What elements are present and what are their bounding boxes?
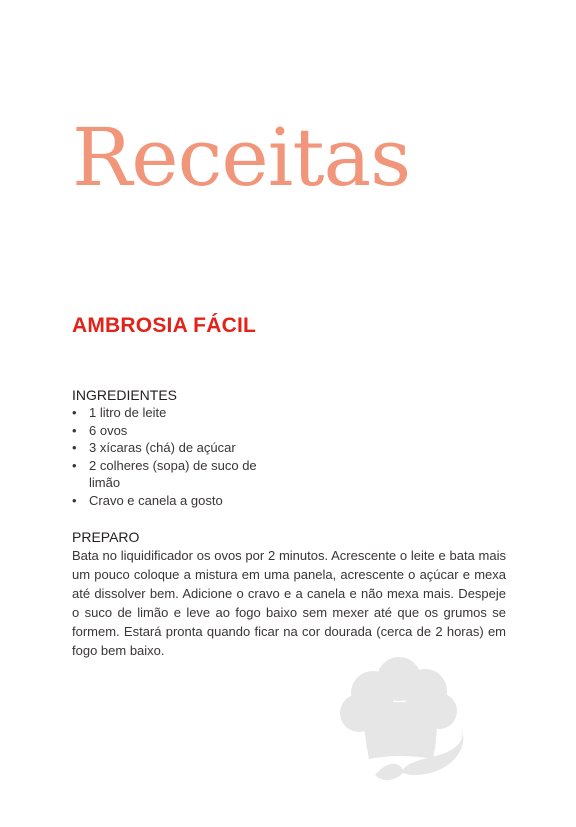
preparation-section [72,529,506,660]
preparation-heading: PREPARO [72,529,140,545]
ingredient-item [72,404,312,422]
ingredient-text: Cravo e canela a gosto [89,492,223,508]
bullet-icon: • [72,440,77,456]
ingredient-list [72,404,312,510]
ingredient-item [72,492,312,510]
bullet-icon: • [72,457,77,473]
bullet-icon: • [72,405,77,420]
ingredient-item [72,439,312,457]
ingredient-text: 1 litro de leite [89,405,167,420]
page-title: Receitas [72,111,411,204]
bullet-icon: • [72,492,77,508]
ingredient-item [72,457,264,492]
ingredient-text: 2 colheres (sopa) de suco de limão [89,457,257,491]
ingredient-item [72,422,312,440]
preparation-text: Bata no liquidificador os ovos por 2 minutos. Acrescente o leite e bata mais um pouco coloque a mistura em uma panela, acrescente o açúcar e mexa até dissolver bem. Adicione o cravo e a canela e não mexa mais. Despeje o suco de limão e leve ao fogo baixo sem mexer até que os grumos se formem. Estará pronta quando ficar na cor dourada (cerca de 2 horas) em fogo bem baixo. [72,548,506,658]
ingredient-text: 6 ovos [89,422,128,438]
recipe-title: AMBROSIA FÁCIL [72,314,257,337]
ingredient-text: 3 xícaras (chá) de açúcar [89,440,236,456]
ingredients-section [72,387,312,510]
chef-hat-mustache-icon [335,657,465,787]
ingredients-heading: INGREDIENTES [72,387,178,403]
bullet-icon: • [72,422,77,438]
